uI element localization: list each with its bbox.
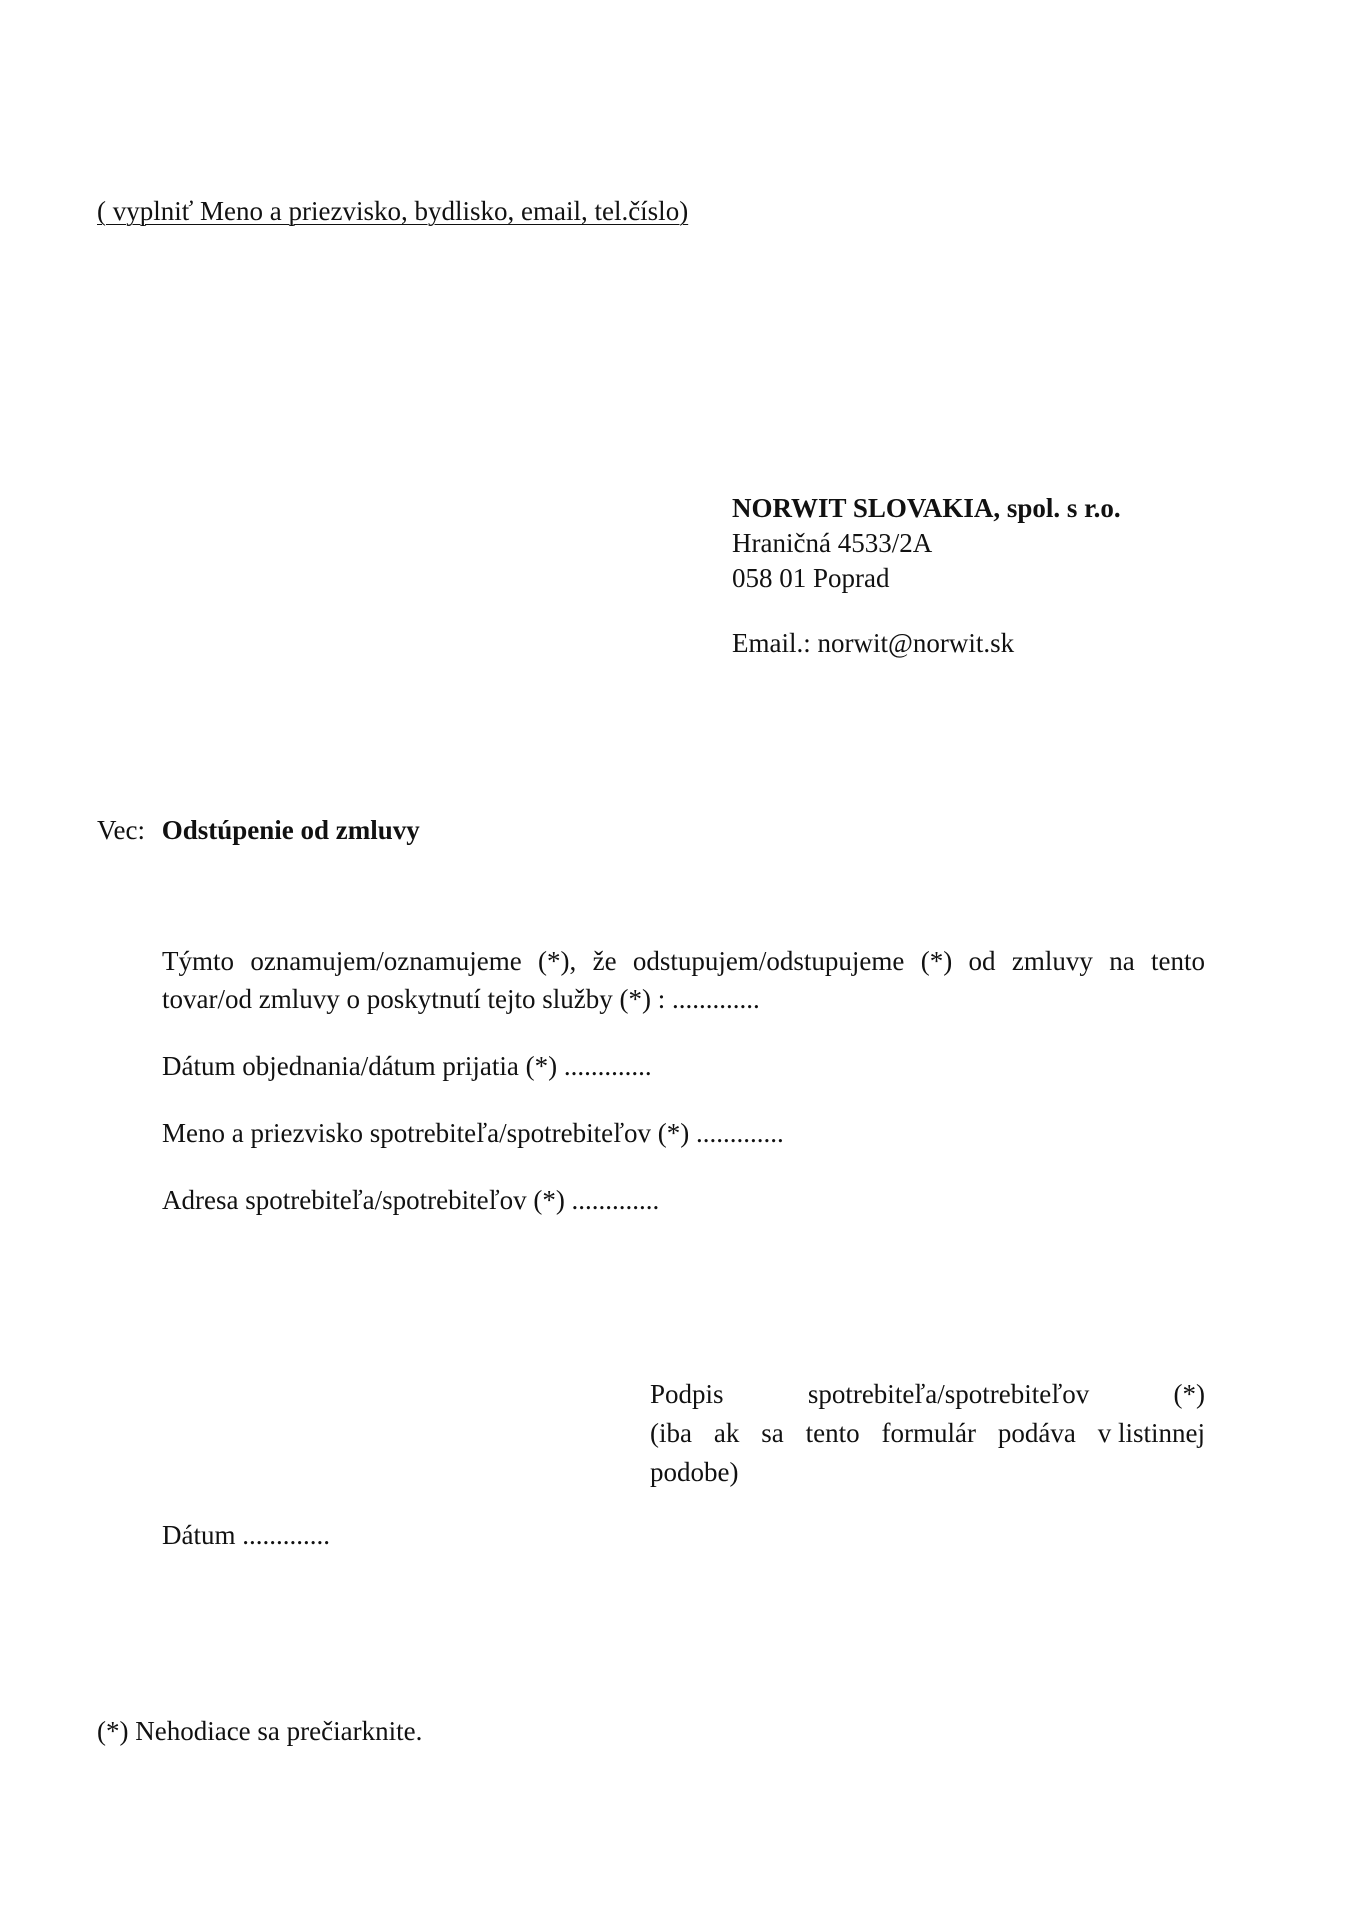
signature-word: spotrebiteľa/spotrebiteľov: [807, 1379, 1090, 1409]
date-field: Dátum .............: [162, 1520, 330, 1550]
recipient-company: NORWIT SLOVAKIA, spol. s r.o.: [732, 493, 1121, 523]
signature-word: sa: [761, 1418, 784, 1448]
order-date-field: Dátum objednania/dátum prijatia (*) .............: [162, 1051, 652, 1081]
footnote: (*) Nehodiace sa prečiarknite.: [97, 1716, 423, 1746]
signature-word: tento: [805, 1418, 860, 1448]
signature-word: (iba: [650, 1418, 692, 1448]
recipient-spacer: [732, 596, 1292, 626]
signature-word: (*): [1173, 1379, 1205, 1409]
subject-line: [97, 811, 420, 849]
consumer-name-field: Meno a priezvisko spotrebiteľa/spotrebiteľov (*) .............: [162, 1118, 784, 1148]
signature-word: formulár: [881, 1418, 976, 1448]
withdrawal-statement: Týmto oznamujem/oznamujeme (*), že odstupujem/odstupujeme (*) od zmluvy na tento tovar/od zmluvy o poskytnutí tejto služby (*) : .............: [162, 946, 1205, 1014]
recipient-address-block: [732, 491, 1292, 661]
signature-word: v listinnej: [1097, 1418, 1205, 1448]
recipient-email: Email.: norwit@norwit.sk: [732, 628, 1015, 658]
signature-word: ak: [713, 1418, 740, 1448]
subject-label: Vec:: [97, 815, 145, 845]
signature-word: podáva: [997, 1418, 1076, 1448]
subject-value: Odstúpenie od zmluvy: [161, 815, 420, 845]
signature-line-1: [650, 1375, 1205, 1414]
signature-block: [650, 1375, 1205, 1492]
recipient-city: 058 01 Poprad: [732, 563, 890, 593]
signature-word: Podpis: [650, 1379, 724, 1409]
recipient-street: Hraničná 4533/2A: [732, 528, 933, 558]
consumer-address-field: Adresa spotrebiteľa/spotrebiteľov (*) .............: [162, 1185, 660, 1215]
letter-body: [162, 942, 1205, 1248]
signature-line-2: [650, 1414, 1205, 1453]
sender-info-placeholder: ( vyplniť Meno a priezvisko, bydlisko, email, tel.číslo): [97, 196, 689, 226]
signature-line-3: podobe): [650, 1457, 739, 1487]
